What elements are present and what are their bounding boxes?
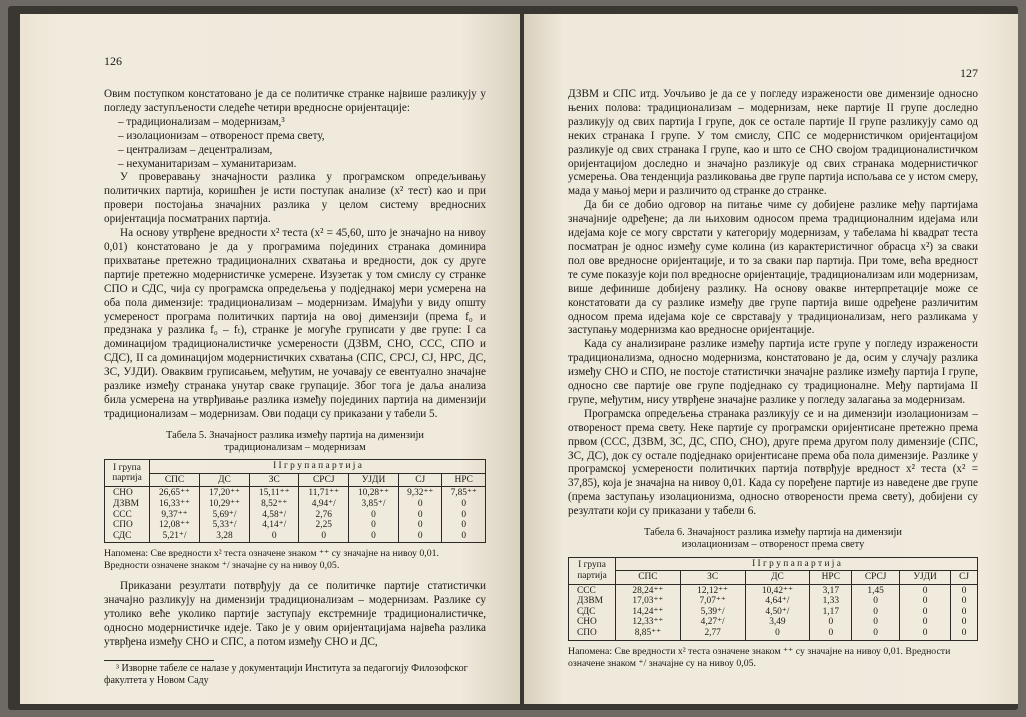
table-cell: 17,03⁺⁺	[632, 596, 664, 607]
table-cell: 0	[828, 628, 834, 639]
table-cell: 10,28⁺⁺	[357, 488, 389, 499]
table-cell: 3,85⁺/	[361, 498, 386, 509]
body-paragraph: Када су анализиране разлике између партија исте групе у погледу изражености традиционализма, односно модернизма, констатовано је да, осим у случају разлика између СНО и СПО, не постоје статистички значајне разлике између партија I групе, односно све партије ове групе подједнако су традиционалне. Међу партијама II групе, међутим, нису утврђене значајне разлике у погледу залагања за модернизам.	[568, 338, 978, 406]
table-cell: 0	[461, 520, 467, 531]
row-name: ССС	[113, 509, 132, 520]
table-cell: 4,64⁺/	[765, 596, 790, 607]
corner-header: I група партија	[105, 460, 150, 487]
table-cell: 28,24⁺⁺	[632, 585, 664, 596]
list-item: – традиционализам – модернизам,³	[118, 115, 285, 128]
column-values	[299, 487, 349, 543]
body-paragraph: ДЗВМ и СПС итд. Уочљиво је да се у погледу изражености ове димензије односно њених полова: традиционализам – модернизам, неке партије II групе доследно разликују од свих партија I групе, док се остале партије II групе разликују само од неких странака I групе. У том смислу, СПС се модернистичком оријентацијом разликује од свих странака I групе, као и што се СНО својом традиционалистичком оријентацијом доследно и значајно разликује од свих странака модернистичког усмерења. Ова тенденција разликовања две групе партија испољава се у истом смеру, мада у мањој мери и различито од странке до странке.	[568, 88, 978, 198]
list-item: – изолационизам – отвореност према свету,	[118, 129, 325, 142]
column-values	[745, 584, 810, 640]
right-page	[524, 14, 1018, 704]
column-values	[810, 584, 852, 640]
table-cell: 0	[873, 617, 878, 628]
table-cell: 1,45	[867, 585, 884, 596]
table-cell: 5,39⁺/	[700, 606, 725, 617]
row-name: ДЗВМ	[577, 596, 603, 607]
footnote: ³ Изворне табеле се налазе у документацији Института за педагогију Филозофског факултета у Новом Саду	[104, 662, 468, 687]
table-cell: 0	[961, 617, 967, 628]
caption-line: традиционализам – модернизам	[224, 441, 366, 453]
column-values	[899, 584, 950, 640]
body-paragraph: Приказани резултати потврђују да се политичке партије статистички значајно разликују на димензији традиционализам – модернизам. Разлике су утолико веће уколико партије заступају екстремније традиционалистичке, односно модернистичке идеје. Тако је у овим оријентацијама највећа разлика утврђена између СНО и СПС, а потом између СНО и ДС,	[104, 580, 486, 648]
row-name: СНО	[577, 617, 597, 628]
table-5	[104, 459, 486, 543]
table-cell: 15,11⁺⁺	[258, 488, 290, 499]
table-caption	[568, 527, 978, 551]
table-cell: 0	[371, 530, 376, 541]
table-cell: 1,33	[822, 596, 839, 607]
table-cell: 7,85⁺⁺	[450, 488, 477, 499]
table-cell: 0	[461, 498, 467, 509]
column-header: ЗС	[680, 571, 745, 585]
column-header: НРС	[810, 571, 852, 585]
table-cell: 0	[417, 520, 423, 531]
caption-line: изолационизам – отвореност према свету	[681, 539, 865, 551]
table-cell: 0	[461, 509, 467, 520]
table-cell: 0	[873, 628, 878, 639]
table-cell: 0	[775, 628, 780, 639]
table-cell: 0	[961, 606, 967, 617]
table-cell: 0	[873, 606, 878, 617]
table-cell: 4,58⁺/	[262, 509, 287, 520]
table-cell: 0	[271, 530, 277, 541]
table-cell: 0	[321, 530, 327, 541]
table-cell: 0	[922, 628, 928, 639]
column-header: СПС	[150, 473, 200, 487]
table-cell: 3,17	[822, 585, 839, 596]
table-cell: 3,49	[769, 617, 786, 628]
column-header: СРСЈ	[299, 473, 349, 487]
table-cell: 2,25	[315, 520, 332, 531]
page-number: 126	[104, 54, 122, 68]
table-cell: 0	[961, 596, 967, 607]
table-cell: 4,94⁺/	[311, 498, 336, 509]
table-cell: 12,12⁺⁺	[697, 585, 729, 596]
table-cell: 0	[922, 617, 928, 628]
table-cell: 11,71⁺⁺	[308, 488, 340, 499]
row-names	[569, 584, 616, 640]
table-cell: 2,77	[704, 628, 721, 639]
table-cell: 5,33⁺/	[212, 520, 237, 531]
row-name: ССС	[577, 585, 596, 596]
list-item: – централизам – децентрализам,	[118, 143, 273, 156]
table-cell: 0	[417, 530, 423, 541]
column-values	[616, 584, 681, 640]
table-cell: 4,50⁺/	[765, 606, 790, 617]
body-paragraph: На основу утврђене вредности x² теста (x² = 45,60, што је значајно на нивоу 0,01) констатовано је да у програмима појединих странака доминира прихватање претежно традиционалних схватања и вредности, док су друге партије претежно модернистичке усмерене. Изузетак у том смислу су странке СПО и СДС, чија су програмска опредељења у подједнакој мери усмерена на оба пола димензије: традиционализам – модернизам. Имајући у виду општу усмереност програма политичких партија на овој димензији (према f₀ и предзнака у разлика f₀ – fₜ), странке је могуће груписати у две групе: I са доминацијом традиционалистичке усмерености (ДЗВМ, СНО, ССС, СПО и СДС), II са доминацијом модернистичких схватања (СПС, СРСЈ, СЈ, НРС, ДС, ЗС, УЈДИ). Оваквим груписањем, међутим, не уочавају се евентуално значајне разлике између странака унутар сваке групације. Због тога је даља анализа била усмерена на утврђивање разлика између појединих партија на димензији традиционализам – модернизам. Ови подаци су приказани у табели 5.	[104, 227, 486, 420]
table-cell: 5,69⁺/	[212, 509, 237, 520]
column-header: НРС	[442, 473, 486, 487]
table-cell: 0	[922, 596, 928, 607]
table-6	[568, 557, 978, 641]
column-values	[951, 584, 978, 640]
table-cell: 0	[461, 530, 467, 541]
column-values	[398, 487, 441, 543]
group-header: I I г р у п а п а р т и ј а	[150, 460, 486, 474]
book-spread	[8, 6, 1018, 710]
table-caption	[104, 430, 486, 454]
table-note: Напомена: Све вредности x² теста означене знаком ⁺⁺ су значајне на нивоу 0,01. Вредности означене знаком ⁺/ значајне су на нивоу 0,05.	[104, 548, 439, 572]
table-note: Напомена: Све вредности x² теста означене знаком ⁺⁺ су значајне на нивоу 0,01. Вредности означене знаком ⁺/ значајне су на нивоу 0,05.	[568, 645, 951, 669]
table-cell: 8,52⁺⁺	[261, 498, 288, 509]
column-header: ЗС	[249, 473, 299, 487]
column-values	[150, 487, 200, 543]
table-cell: 0	[828, 617, 834, 628]
column-header: СЈ	[398, 473, 441, 487]
corner-header: I група партија	[569, 557, 616, 584]
table-cell: 4,14⁺/	[262, 520, 287, 531]
left-page	[20, 14, 520, 704]
table-cell: 7,07⁺⁺	[699, 596, 726, 607]
column-values	[852, 584, 900, 640]
footnote-rule	[104, 660, 214, 661]
table-cell: 0	[371, 520, 376, 531]
table-cell: 1,17	[822, 606, 839, 617]
caption-line: Табела 5. Значајност разлика између партија на димензији	[166, 429, 424, 441]
column-values	[199, 487, 249, 543]
table-cell: 2,76	[315, 509, 332, 520]
body-paragraph: У проверавању значајности разлика у програмском опредељивању политичких партија, коришћен је исти поступак анализе (x² тест) као и при провери постојања значајних разлика у целом систему вредносних оријентација посматраних партија.	[104, 171, 486, 226]
table-cell: 4,27⁺/	[700, 617, 725, 628]
column-header: УЈДИ	[349, 473, 399, 487]
column-header: СЈ	[951, 571, 978, 585]
intro-paragraph: Овим поступком констатовано је да се политичке странке највише разликују у погледу заступљености следеће четири вредносне оријентације:	[104, 88, 486, 114]
table-cell: 16,33⁺⁺	[158, 498, 190, 509]
table-cell: 0	[961, 628, 967, 639]
table-cell: 0	[961, 585, 967, 596]
table-cell: 12,08⁺⁺	[158, 520, 190, 531]
table-cell: 5,21⁺/	[162, 530, 187, 541]
caption-line: Табела 6. Значајност разлика између партија на димензији	[644, 527, 902, 539]
row-name: ДЗВМ	[113, 498, 139, 509]
table-cell: 0	[417, 498, 423, 509]
column-values	[442, 487, 486, 543]
table-cell: 17,20⁺⁺	[208, 488, 240, 499]
table-cell: 0	[922, 585, 928, 596]
table-cell: 14,24⁺⁺	[632, 606, 664, 617]
column-values	[249, 487, 299, 543]
column-header: УЈДИ	[899, 571, 950, 585]
table-cell: 10,29⁺⁺	[208, 498, 240, 509]
column-header: ДС	[199, 473, 249, 487]
table-cell: 9,32⁺⁺	[407, 488, 434, 499]
orientation-list	[104, 116, 486, 172]
column-header: ДС	[745, 571, 810, 585]
row-names	[105, 487, 150, 543]
table-cell: 26,65⁺⁺	[158, 488, 190, 499]
column-header: СПС	[616, 571, 681, 585]
page-number: 127	[960, 66, 978, 80]
list-item: – нехуманитаризам – хуманитаризам.	[118, 157, 297, 170]
row-name: СПО	[113, 520, 133, 531]
column-header: СРСЈ	[852, 571, 900, 585]
table-cell: 0	[922, 606, 928, 617]
table-cell: 12,33⁺⁺	[632, 617, 664, 628]
body-paragraph: Да би се добио одговор на питање чиме су добијене разлике међу партијама значајније одређене; да ли њиховим односом према традиционалним идејама или идејама које се могу сврстати у категорију модернизам, у табелама hi квадрат теста посматран је однос између суме колина (из карактеристичног обрасца x²) за сваки пол ове вредносне оријентације, и то за сваки пар партија. При томе, већа вредност те суме показује који пол вредносне оријентације, традиционализам или модернизам, више дефинише добијену разлику. На основу овакве интерпретације може се констатовати да су разлике између две групе партија више одређене различитим односом према идејама које се сврставају у традиционализам, него разликама у заступању модернизма као вредносне оријентације.	[568, 199, 978, 337]
row-name: СДС	[113, 530, 132, 541]
table-cell: 0	[873, 596, 878, 607]
column-values	[680, 584, 745, 640]
table-cell: 10,42⁺⁺	[761, 585, 793, 596]
row-name: СПО	[577, 628, 597, 639]
column-values	[349, 487, 399, 543]
table-cell: 8,85⁺⁺	[634, 628, 662, 639]
table-cell: 0	[417, 509, 423, 520]
row-name: СНО	[113, 488, 133, 499]
table-cell: 3,28	[216, 530, 233, 541]
row-name: СДС	[577, 606, 596, 617]
group-header: I I г р у п а п а р т и ј а	[616, 557, 978, 571]
table-cell: 9,37⁺⁺	[161, 509, 188, 520]
table-cell: 0	[371, 509, 376, 520]
body-paragraph: Програмска опредељења странака разликују се и на димензији изолационизам – отвореност према свету. Неке партије су програмски оријентисане претежно према првом (ССС, ДЗВМ, ЗС, ДС, СПО, СНО), друге према другом полу димензије (СПС, ЗС, ДС), док су остале подједнако оријентисане према оба пола димензије. Разлике у програмској усмерености политичких партија потврђује вредност x² теста (x² = 37,85), која је значајна на нивоу 0,01. Када су поређене партије из наведене две групе (према заступању изолационизма, односно отворености према свету), добијени су резултати који су приказани у табели 6.	[568, 407, 978, 518]
